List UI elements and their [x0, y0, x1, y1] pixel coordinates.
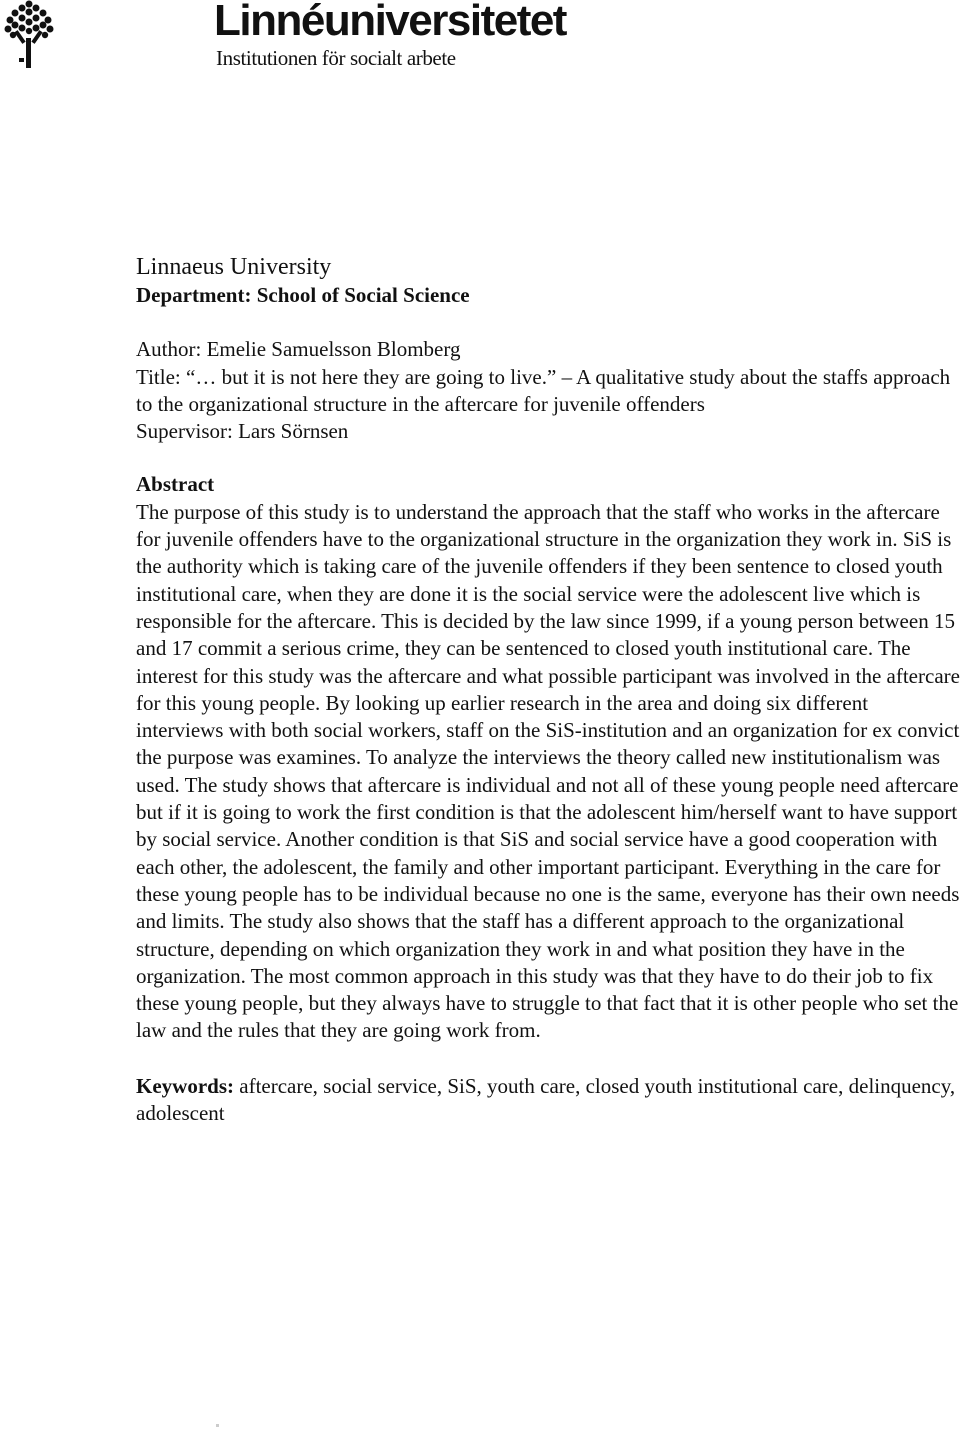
- page-speck: [216, 1424, 219, 1427]
- keywords-paragraph: [136, 1073, 960, 1128]
- university-logo-name: Linnéuniversitetet: [214, 0, 566, 45]
- title-line: Title: “… but it is not here they are going to live.” – A qualitative study about the staffs approach to the organizational structure in the aftercare for juvenile offenders: [136, 364, 951, 416]
- tree-logo-icon: [4, 0, 54, 70]
- header: [0, 0, 960, 80]
- keywords-text: aftercare, social service, SiS, youth care, closed youth institutional care, delinquency, adolescent: [136, 1073, 956, 1126]
- thesis-meta: [136, 336, 960, 445]
- department-logo-subtitle: Institutionen för socialt arbete: [216, 46, 456, 70]
- document-body: [136, 252, 960, 1127]
- author-line: Author: Emelie Samuelsson Blomberg: [136, 337, 461, 362]
- university-name: Linnaeus University: [136, 254, 332, 280]
- abstract-heading: Abstract: [136, 472, 215, 497]
- keywords-label: Keywords:: [136, 1073, 234, 1098]
- department-line: Department: School of Social Science: [136, 283, 470, 307]
- supervisor-line: Supervisor: Lars Sörnsen: [136, 419, 349, 444]
- abstract-body: The purpose of this study is to understand the approach that the staff who works in the aftercare for juvenile offenders have to the organizational structure in the organization they work in. SiS is the authority which is taking care of the juvenile offenders if they been sentence to closed youth institutional care, when they are done it is the social service were the adolescent live which is responsible for the aftercare. This is decided by the law since 1999, if a young person between 15 and 17 commit a serious crime, they can be sentenced to closed youth institutional care. The interest for this study was the aftercare and what possible participant was involved in the aftercare for this young people. By looking up earlier research in the area and doing six different interviews with both social workers, staff on the SiS-institution and an organization for ex convict the purpose was examines. To analyze the interviews the theory called new institutionalism was used. The study shows that aftercare is individual and not all of these young people need aftercare but if it is going to work the first condition is that the adolescent him/herself want to have support by social service. Another condition is that SiS and social service have a good cooperation with each other, the adolescent, the family and other important participant. Everything in the care for these young people has to be individual because no one is the same, everyone has their own needs and limits. The study also shows that the staff has a different approach to the organizational structure, depending on which organization they work in and what position they have in the organization. The most common approach in this study was that they have to do their job to fix these young people, but they always have to struggle to that fact that it is other people who set the law and the rules that they are going work from.: [136, 499, 960, 1043]
